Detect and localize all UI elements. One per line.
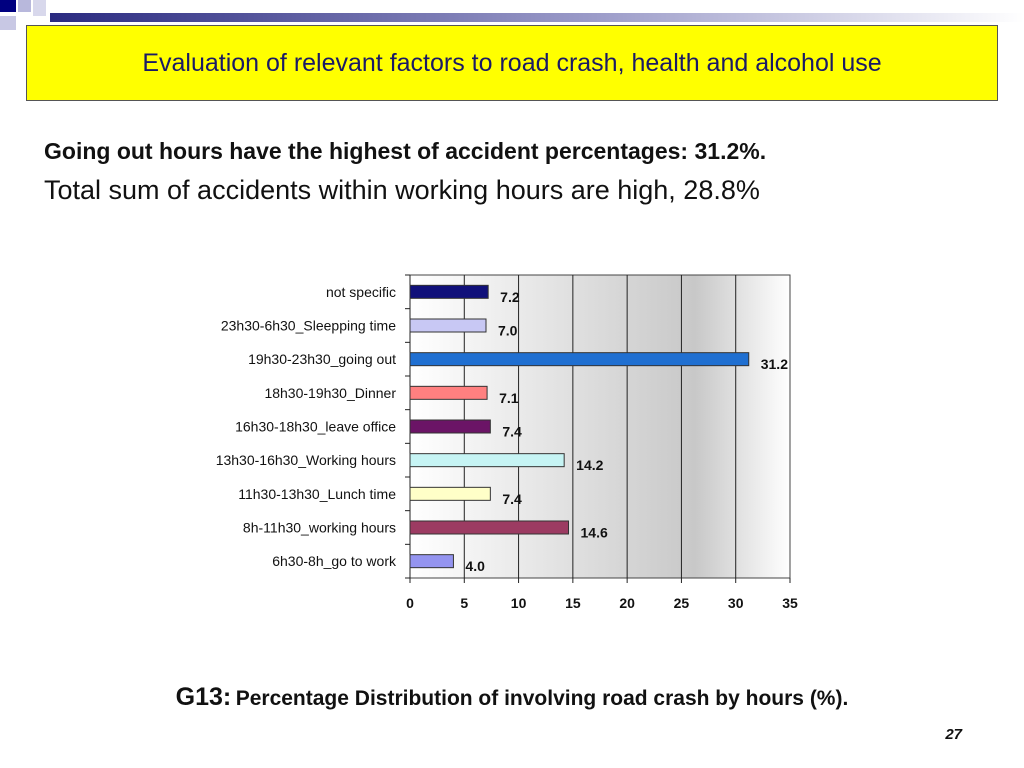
x-tick-label: 10 bbox=[510, 595, 527, 611]
bar bbox=[410, 487, 490, 500]
bar bbox=[410, 555, 453, 568]
caption-prefix: G13: bbox=[175, 683, 232, 711]
data-label: 7.2 bbox=[500, 288, 520, 305]
data-label: 14.2 bbox=[576, 457, 604, 474]
category-label: 8h-11h30_working hours bbox=[242, 519, 396, 536]
data-label: 31.2 bbox=[760, 356, 788, 373]
slide-title: Evaluation of relevant factors to road crash, health and alcohol use bbox=[142, 48, 882, 77]
bar bbox=[410, 386, 487, 399]
data-label: 14.6 bbox=[580, 524, 608, 541]
data-label: 7.4 bbox=[502, 490, 522, 507]
page-number: 27 bbox=[945, 726, 962, 743]
x-tick-label: 0 bbox=[406, 595, 414, 611]
data-label: 7.4 bbox=[502, 423, 522, 440]
category-label: 23h30-6h30_Sleepping time bbox=[220, 317, 396, 334]
x-tick-label: 15 bbox=[565, 595, 581, 611]
bar bbox=[410, 521, 569, 534]
bar bbox=[410, 420, 490, 433]
category-label: 16h30-18h30_leave office bbox=[235, 418, 396, 435]
x-tick-label: 5 bbox=[460, 595, 469, 611]
x-tick-label: 20 bbox=[619, 595, 635, 611]
category-label: not specific bbox=[325, 283, 396, 300]
x-tick-label: 35 bbox=[782, 595, 798, 611]
category-label: 6h30-8h_go to work bbox=[272, 553, 396, 570]
bar bbox=[410, 454, 564, 467]
category-label: 19h30-23h30_going out bbox=[248, 351, 396, 368]
bar bbox=[410, 319, 486, 332]
bar bbox=[410, 285, 488, 298]
caption-text: Percentage Distribution of involving road crash by hours (%). bbox=[235, 687, 849, 710]
bar bbox=[410, 353, 749, 366]
data-label: 4.0 bbox=[465, 558, 485, 575]
chart-caption bbox=[0, 683, 1024, 712]
data-label: 7.1 bbox=[499, 389, 519, 406]
headline: Going out hours have the highest of accident percentages: 31.2%. bbox=[44, 138, 767, 164]
category-label: 13h30-16h30_Working hours bbox=[215, 452, 396, 469]
category-label: 11h30-13h30_Lunch time bbox=[238, 485, 396, 502]
x-tick-label: 30 bbox=[727, 595, 744, 611]
x-tick-label: 25 bbox=[673, 595, 690, 611]
category-label: 18h30-19h30_Dinner bbox=[264, 384, 396, 401]
data-label: 7.0 bbox=[498, 322, 518, 339]
subline: Total sum of accidents within working hours are high, 28.8% bbox=[44, 175, 760, 205]
